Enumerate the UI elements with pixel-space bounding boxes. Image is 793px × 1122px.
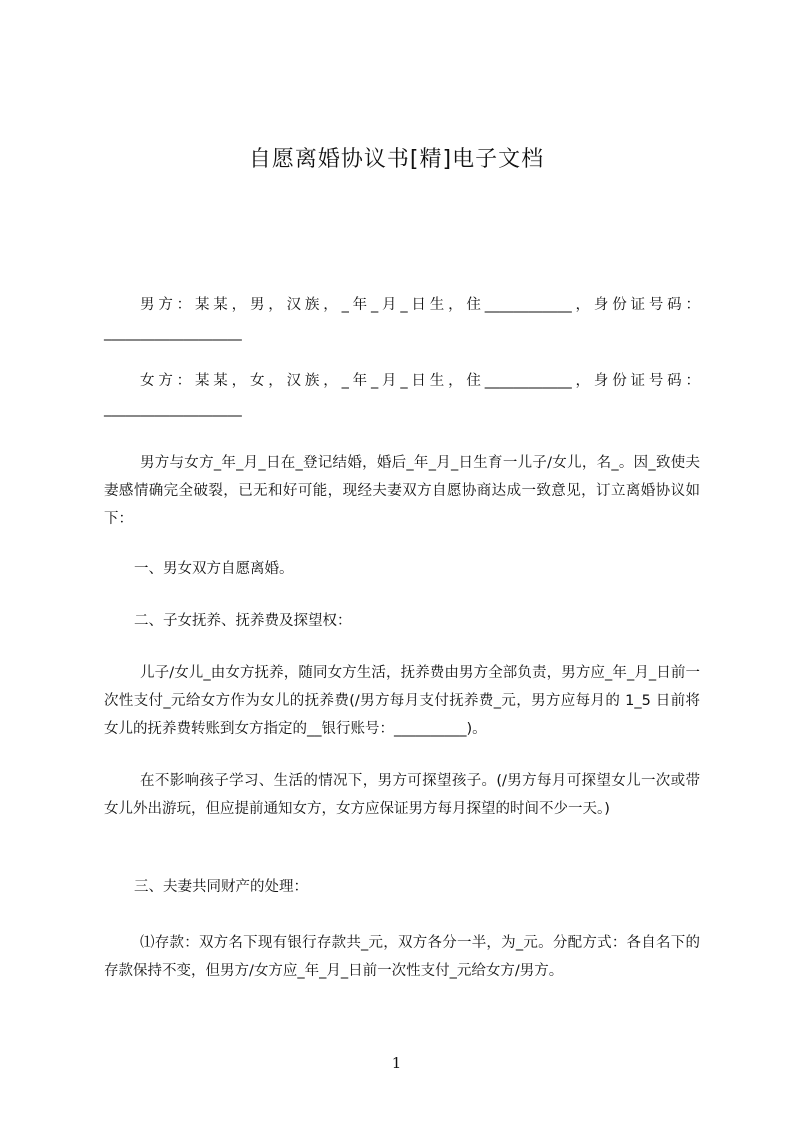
page-number: 1 (391, 1054, 402, 1072)
document-title: 自愿离婚协议书[精]电子文档 (248, 147, 545, 172)
paragraph-wife-info: 女方：某某，女，汉族，_年_月_日生，住____________，身份证号码：___________________ (104, 373, 700, 417)
clause-three-heading: 三、夫妻共同财产的处理： (134, 879, 308, 895)
paragraph-visitation: 在不影响孩子学习、生活的情况下，男方可探望孩子。(/男方每月可探望女儿一次或带女儿外出游玩，但应提前通知女方，女方应保证男方每月探望的时间不少一天。) (104, 773, 700, 817)
clause-one-heading: 一、男女双方自愿离婚。 (134, 561, 294, 577)
paragraph-marriage-background: 男方与女方_年_月_日在_登记结婚，婚后_年_月_日生育一儿子/女儿，名_。因_致使夫妻感情确完全破裂，已无和好可能，现经夫妻双方自愿协商达成一致意见，订立离婚协议如下： (104, 455, 700, 527)
paragraph-child-custody: 儿子/女儿_由女方抚养，随同女方生活，抚养费由男方全部负责，男方应_年_月_日前一次性支付_元给女方作为女儿的抚养费(/男方每月支付抚养费_元，男方应每月的 1_5 日前将女儿的抚养费转账到女方指定的__银行账号：__________)。 (104, 665, 700, 737)
paragraph-savings: ⑴存款：双方名下现有银行存款共_元，双方各分一半，为_元。分配方式：各自名下的存款保持不变，但男方/女方应_年_月_日前一次性支付_元给女方/男方。 (104, 935, 700, 979)
clause-two-heading: 二、子女抚养、抚养费及探望权： (134, 613, 352, 629)
paragraph-husband-info: 男方：某某，男，汉族，_年_月_日生，住____________，身份证号码：___________________ (104, 297, 700, 341)
